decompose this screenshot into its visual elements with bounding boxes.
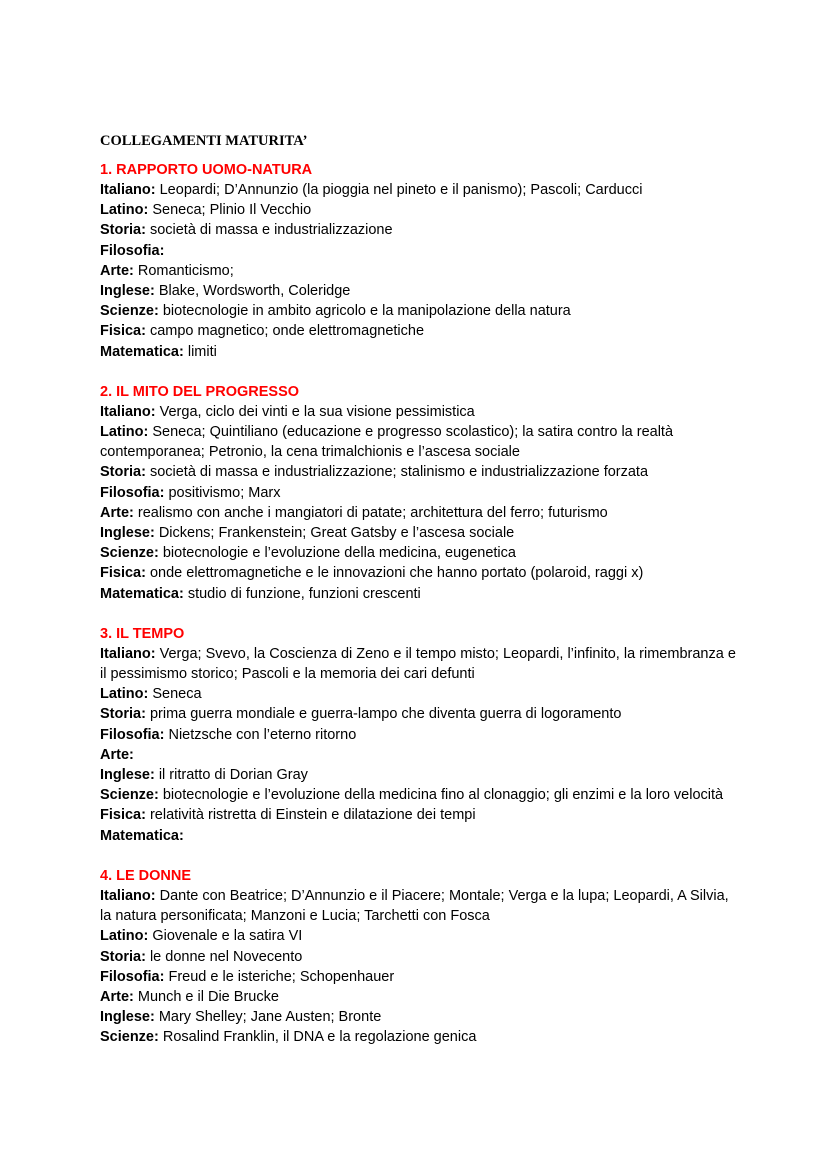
subject-row bbox=[100, 483, 740, 503]
section bbox=[100, 382, 740, 604]
subject-label: Fisica: bbox=[100, 807, 146, 824]
subject-label: Latino: bbox=[100, 202, 149, 219]
subject-row bbox=[100, 503, 740, 523]
subject-label: Scienze: bbox=[100, 787, 159, 804]
subject-content: onde elettromagnetiche e le innovazioni che hanno portato (polaroid, raggi x) bbox=[145, 565, 644, 582]
subject-row bbox=[100, 462, 740, 482]
subject-content: Seneca bbox=[148, 686, 202, 703]
section bbox=[100, 624, 740, 846]
subject-row bbox=[100, 1027, 740, 1047]
subject-row bbox=[100, 220, 740, 240]
subject-label: Italiano: bbox=[100, 887, 156, 904]
subject-row bbox=[100, 422, 740, 462]
subject-row bbox=[100, 342, 740, 362]
section-heading: 2. IL MITO DEL PROGRESSO bbox=[100, 383, 300, 400]
subject-content: Freud e le isteriche; Schopenhauer bbox=[164, 968, 395, 985]
subject-content: Mary Shelley; Jane Austen; Bronte bbox=[154, 1009, 382, 1026]
section-heading: 3. IL TEMPO bbox=[100, 625, 185, 642]
subject-label: Inglese: bbox=[100, 525, 155, 542]
sections-container bbox=[100, 160, 740, 1048]
subject-row bbox=[100, 967, 740, 987]
subject-label: Matematica: bbox=[100, 585, 184, 602]
subject-content: relatività ristretta di Einstein e dilatazione dei tempi bbox=[145, 807, 476, 824]
subject-row bbox=[100, 886, 740, 926]
subject-label: Italiano: bbox=[100, 182, 156, 198]
subject-content: biotecnologie e l’evoluzione della medicina, eugenetica bbox=[158, 545, 516, 562]
subject-row bbox=[100, 947, 740, 967]
subject-row bbox=[100, 765, 740, 785]
subject-content: Verga; Svevo, la Coscienza di Zeno e il tempo misto; Leopardi, l’infinito, la rimembranza e il pessimismo storico; Pascoli e la memoria dei cari defunti bbox=[100, 645, 736, 683]
subject-row bbox=[100, 704, 740, 724]
subject-row bbox=[100, 745, 740, 765]
section bbox=[100, 866, 740, 1048]
subject-row bbox=[100, 523, 740, 543]
subject-label: Fisica: bbox=[100, 323, 146, 340]
subject-label: Filosofia: bbox=[100, 484, 165, 501]
subject-label: Inglese: bbox=[100, 767, 155, 784]
subject-content: Dante con Beatrice; D’Annunzio e il Piacere; Montale; Verga e la lupa; Leopardi, A Silvia, la natura personificata; Manzoni e Lucia; Tarchetti con Fosca bbox=[100, 887, 729, 925]
subject-content: Seneca; Quintiliano (educazione e progresso scolastico); la satira contro la realtà contemporanea; Petronio, la cena trimalchionis e l’ascesa sociale bbox=[100, 424, 674, 461]
subject-content: Giovenale e la satira VI bbox=[148, 928, 303, 945]
subject-label: Inglese: bbox=[100, 283, 155, 300]
subject-row bbox=[100, 1007, 740, 1027]
document-title: COLLEGAMENTI MATURITA’ bbox=[100, 133, 308, 149]
subject-content: Nietzsche con l’eterno ritorno bbox=[164, 726, 357, 743]
subject-content: studio di funzione, funzioni crescenti bbox=[183, 585, 421, 602]
subject-label: Latino: bbox=[100, 686, 149, 703]
subject-row bbox=[100, 644, 740, 684]
subject-label: Inglese: bbox=[100, 1009, 155, 1026]
subject-row bbox=[100, 684, 740, 704]
subject-content: Rosalind Franklin, il DNA e la regolazione genica bbox=[158, 1029, 477, 1046]
subject-row bbox=[100, 987, 740, 1007]
subject-label: Scienze: bbox=[100, 545, 159, 562]
subject-row bbox=[100, 584, 740, 604]
subject-label: Matematica: bbox=[100, 343, 184, 360]
subject-row bbox=[100, 805, 740, 825]
subject-content: biotecnologie e l’evoluzione della medicina fino al clonaggio; gli enzimi e la loro velocità bbox=[158, 787, 724, 804]
subject-label: Latino: bbox=[100, 928, 149, 945]
subject-row bbox=[100, 281, 740, 301]
subject-row bbox=[100, 261, 740, 281]
document-page bbox=[100, 131, 740, 1068]
section bbox=[100, 160, 740, 362]
subject-row bbox=[100, 785, 740, 805]
subject-content: società di massa e industrializzazione; stalinismo e industrializzazione forzata bbox=[145, 464, 649, 481]
subject-row bbox=[100, 200, 740, 220]
subject-content: Verga, ciclo dei vinti e la sua visione pessimistica bbox=[155, 403, 475, 420]
subject-label: Storia: bbox=[100, 948, 146, 965]
subject-label: Latino: bbox=[100, 424, 149, 441]
subject-content: Romanticismo; bbox=[133, 262, 234, 279]
subject-content: realismo con anche i mangiatori di patate; architettura del ferro; futurismo bbox=[133, 504, 608, 521]
subject-content: Dickens; Frankenstein; Great Gatsby e l’ascesa sociale bbox=[154, 525, 515, 542]
section-heading: 4. LE DONNE bbox=[100, 867, 192, 884]
subject-content: limiti bbox=[183, 343, 217, 360]
subject-row bbox=[100, 563, 740, 583]
subject-content: campo magnetico; onde elettromagnetiche bbox=[145, 323, 425, 340]
subject-content: Seneca; Plinio Il Vecchio bbox=[148, 202, 312, 219]
section-heading: 1. RAPPORTO UOMO-NATURA bbox=[100, 162, 313, 178]
subject-content: biotecnologie in ambito agricolo e la manipolazione della natura bbox=[158, 303, 571, 320]
subject-label: Filosofia: bbox=[100, 968, 165, 985]
subject-content: positivismo; Marx bbox=[164, 484, 281, 501]
subject-label: Storia: bbox=[100, 464, 146, 481]
subject-row bbox=[100, 826, 740, 846]
subject-row bbox=[100, 543, 740, 563]
subject-label: Fisica: bbox=[100, 565, 146, 582]
subject-content: prima guerra mondiale e guerra-lampo che diventa guerra di logoramento bbox=[145, 706, 622, 723]
subject-label: Filosofia: bbox=[100, 242, 165, 259]
subject-label: Scienze: bbox=[100, 303, 159, 320]
subject-label: Arte: bbox=[100, 988, 134, 1005]
subject-content: le donne nel Novecento bbox=[145, 948, 303, 965]
subject-content: società di massa e industrializzazione bbox=[145, 222, 393, 239]
subject-label: Italiano: bbox=[100, 645, 156, 662]
subject-row bbox=[100, 301, 740, 321]
subject-row bbox=[100, 241, 740, 261]
subject-label: Arte: bbox=[100, 504, 134, 521]
subject-content: Munch e il Die Brucke bbox=[133, 988, 279, 1005]
subject-label: Arte: bbox=[100, 262, 134, 279]
subject-label: Storia: bbox=[100, 222, 146, 239]
subject-label: Scienze: bbox=[100, 1029, 159, 1046]
subject-content: Leopardi; D’Annunzio (la pioggia nel pineto e il panismo); Pascoli; Carducci bbox=[155, 182, 643, 198]
subject-row bbox=[100, 321, 740, 341]
subject-label: Arte: bbox=[100, 746, 134, 763]
subject-row bbox=[100, 180, 740, 200]
subject-content: il ritratto di Dorian Gray bbox=[154, 767, 308, 784]
subject-label: Italiano: bbox=[100, 403, 156, 420]
subject-row bbox=[100, 725, 740, 745]
subject-label: Storia: bbox=[100, 706, 146, 723]
subject-content: Blake, Wordsworth, Coleridge bbox=[154, 283, 351, 300]
subject-label: Filosofia: bbox=[100, 726, 165, 743]
subject-row bbox=[100, 926, 740, 946]
subject-row bbox=[100, 402, 740, 422]
subject-label: Matematica: bbox=[100, 827, 184, 844]
